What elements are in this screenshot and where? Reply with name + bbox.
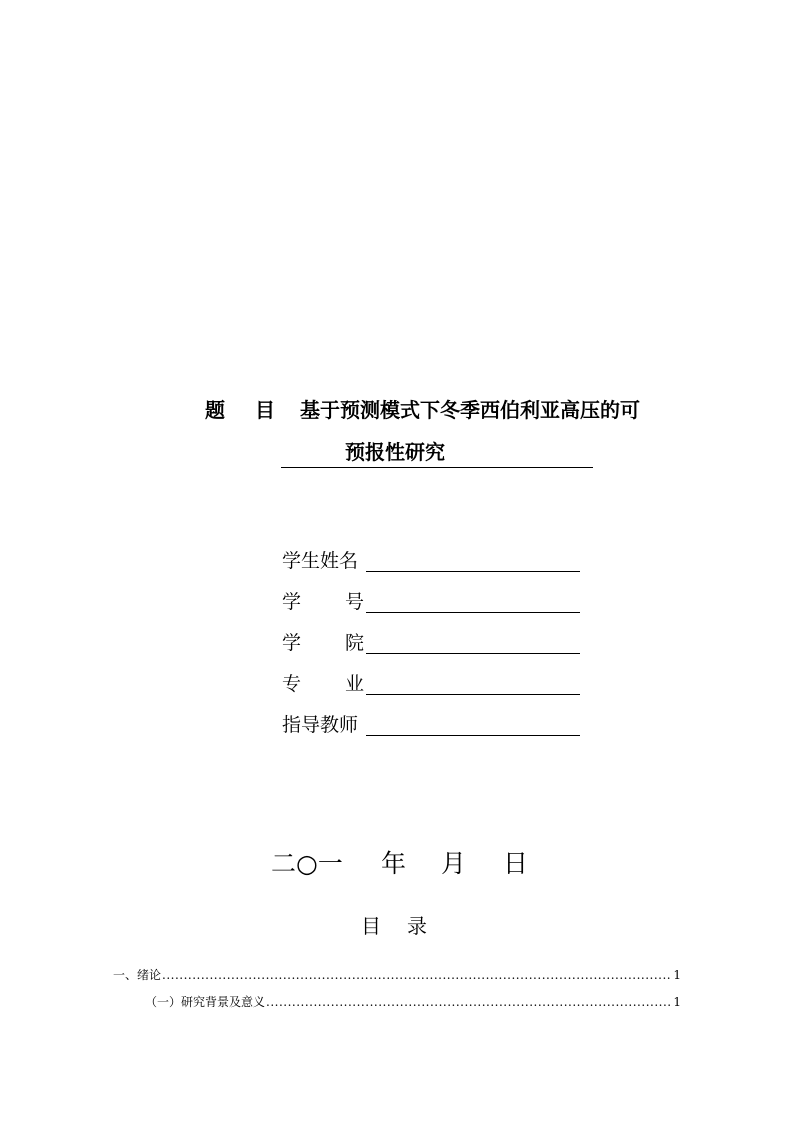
title-label-char-2: 目 (255, 398, 275, 422)
field-label-char: 学 (282, 591, 302, 613)
field-fill-line[interactable] (366, 735, 580, 736)
title-label-char-1: 题 (205, 398, 225, 422)
date-year-label: 年 (381, 849, 407, 878)
thesis-title-label (205, 394, 275, 423)
field-major (282, 669, 582, 699)
field-label-char: 业 (344, 673, 364, 695)
field-label-char: 号 (344, 591, 364, 613)
title-underline (281, 467, 593, 468)
toc-entry-text: （一）研究背景及意义 (145, 995, 266, 1009)
field-college (282, 628, 582, 658)
date-year-prefix: 二○一 (271, 849, 343, 878)
field-label: 指导教师 (282, 714, 359, 736)
field-label (282, 587, 364, 614)
field-advisor (282, 710, 582, 740)
date-month-label: 月 (441, 849, 467, 878)
toc-entry-page: 1 (673, 995, 681, 1009)
field-fill-line[interactable] (366, 612, 580, 613)
toc-entry-page: 1 (673, 968, 681, 982)
toc-heading-char-2: 录 (407, 914, 427, 938)
toc-entry-2[interactable] (145, 993, 681, 1010)
field-student-id (282, 587, 582, 617)
toc-leader-dots (266, 995, 672, 1009)
field-label (282, 628, 364, 655)
field-fill-line[interactable] (366, 653, 580, 654)
field-label (282, 669, 364, 696)
field-student-name (282, 546, 582, 576)
toc-heading-char-1: 目 (361, 914, 381, 938)
field-fill-line[interactable] (366, 571, 580, 572)
thesis-title-line-2: 预报性研究 (345, 440, 445, 464)
thesis-title-line-1: 基于预测模式下冬季西伯利亚高压的可 (300, 398, 640, 422)
field-fill-line[interactable] (366, 694, 580, 695)
toc-heading (361, 910, 427, 939)
toc-entry-1[interactable] (113, 966, 681, 983)
field-label-char: 学 (282, 632, 302, 654)
field-label-char: 专 (282, 673, 302, 695)
field-label-char: 院 (344, 632, 364, 654)
cover-date (271, 844, 528, 880)
toc-entry-text: 一、绪论 (113, 968, 162, 982)
field-label: 学生姓名 (282, 550, 359, 572)
date-day-label: 日 (503, 849, 529, 878)
toc-leader-dots (162, 968, 672, 982)
